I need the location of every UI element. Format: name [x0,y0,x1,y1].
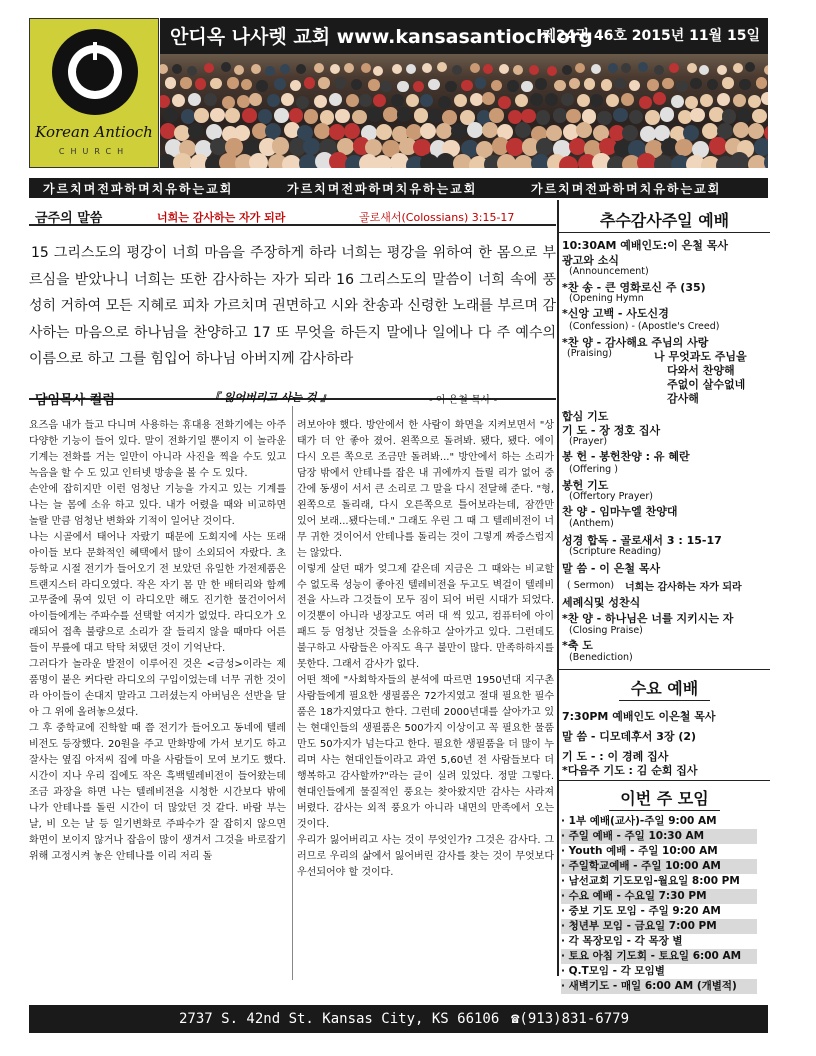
order-item-en: (Opening Hymn [569,293,644,304]
crowd-figure [227,77,239,89]
crowd-figure [529,65,539,75]
crowd-figure [717,93,730,106]
church-address: 2737 S. 42nd St. Kansas City, KS 66106 [179,1011,500,1027]
crowd-figure [420,123,436,139]
crowd-figure [470,93,483,106]
crowd-figure [452,65,462,75]
paragraph: 요즈음 내가 들고 다니며 사용하는 휴대용 전화기에는 아주 다양한 기능이 들어 있다. 말이 전화기일 뿐이지 이 놀라운 기계는 전화를 거는 일만이 아니라 사진을 찍을 수도 있고 녹음을 할 수 도 있고 인터넷 방송을 볼 수 도 있다. [29,420,286,479]
crowd-figure [559,156,578,168]
crowd-figure [530,93,543,106]
crowd-figure [318,77,330,89]
crowd-figure [172,64,182,74]
crowd-figure [614,78,626,90]
crowd-figure [361,63,371,73]
crowd-figure [639,96,652,109]
crowd-figure [745,62,755,72]
crowd-figure [638,62,648,72]
crowd-figure [296,64,306,74]
crowd-figure [187,66,197,76]
paragraph: 우리가 잃어버리고 사는 것이 무엇인가? 그것은 감사다. 그러므로 우리의 삶에서 잃어버린 감사를 찾는 것이 무엇보다 우선되어야 할 것이다. [297,834,554,878]
crowd-figure [406,94,419,107]
crowd-figure [373,66,383,76]
crowd-figure [470,63,480,73]
crowd-figure [561,93,574,106]
crowd-figure [314,123,330,139]
crowd-figure [422,63,432,73]
crowd-figure [669,63,679,73]
column-text-right [297,418,554,881]
header-bar [160,18,768,54]
crowd-figure [296,96,309,109]
meeting-item: · 각 목장모임 - 각 목장 별 [561,935,683,947]
crowd-figure [392,64,402,74]
crowd-figure [613,108,628,123]
crowd-figure [722,77,734,89]
verse-reference: 골로새서(Colossians) 3:15-17 [359,211,515,224]
crowd-figure [575,63,585,73]
order-item: 말 씀 - 이 은철 목사 [562,562,661,575]
crowd-figure [629,80,641,92]
crowd-figure [521,81,533,93]
crowd-figure [647,79,659,91]
crowd-figure [344,63,354,73]
crowd-figure [752,109,767,124]
crowd-figure [265,66,275,76]
crowd-figure [515,122,531,138]
column-author: - 이 은철 목사 - [429,395,498,406]
crowd-figure [414,108,429,123]
wednesday-item: 말 씀 - 디모데후서 3장 (2) [562,730,697,743]
crowd-figure [498,96,511,109]
motto-text: 가르치며전파하며치유하는교회 [43,182,234,196]
crowd-figure [535,78,547,90]
praise-song: 주없이 살수없네 [667,378,746,391]
praise-song: 다와서 찬양해 [667,364,735,377]
crowd-figure [194,108,209,123]
crowd-figure [482,122,498,138]
crowd-figure [545,93,558,106]
meeting-item: · 토요 아침 기도회 - 토요일 6:00 AM [561,949,757,964]
crowd-figure [397,107,412,122]
crowd-figure [489,108,504,123]
crowd-figure [707,79,719,91]
crowd-figure [733,94,746,107]
column-heading: 담임목사 컬럼 [35,393,115,408]
order-item: *축 도 [562,639,593,652]
crowd-figure [282,155,301,168]
crowd-figure [676,81,688,93]
crowd-figure [662,78,674,90]
crowd-figure [737,108,752,123]
crowd-figure [547,66,557,76]
order-item: 세례식및 성찬식 [562,596,641,609]
crowd-figure [391,94,404,107]
congregation-photo [160,54,768,168]
meeting-item: · Q.T모임 - 각 모임별 [561,965,665,977]
crowd-figure [621,63,631,73]
crowd-figure [165,77,177,89]
order-item-en: (Scripture Reading) [569,546,662,557]
crowd-figure [406,64,416,74]
crowd-figure [180,77,192,89]
order-item-en: (Offertory Prayer) [569,491,653,502]
crowd-figure [577,94,590,107]
verse-text: 15 그리스도의 평강이 너희 마음을 주장하게 하라 너희는 평강을 위하여 한 몸으로 부르심을 받았나니 너희는 또한 감사하는 자가 되라 16 그리스도의 말씀이 너희 속에 풍성히 거하여 모든 지혜로 피차 가르치며 권면하고 시와 찬송과 신령한 노래를 부르며 감사하는 마음으로 하나님을 찬양하고 17 또 무엇을 하든지 말에나 일에나 다 주 예수의 이름으로 하고 그를 힘입어 하나님 아버지께 감사하라 [29,245,556,368]
crowd-figure [445,81,457,93]
column-divider [292,406,293,980]
crowd-figure [654,65,664,75]
worship-sidebar [557,200,770,992]
crowd-figure [160,95,170,108]
order-item-en: (Announcement) [569,266,649,277]
meeting-item: · 주일 예배 - 주일 10:30 AM [561,829,757,844]
order-item-en: ( Sermon) [567,580,615,591]
motto-text: 가르치며전파하며치유하는교회 [531,182,722,196]
crowd-figure [645,110,660,125]
crowd-figure [690,108,705,123]
crowd-figure [475,77,487,89]
sunday-heading: 추수감사주일 예배 [599,211,730,230]
crowd-figure [436,123,452,139]
motto-text: 가르치며전파하며치유하는교회 [287,182,478,196]
crowd-figure [536,110,551,125]
order-item: *찬 양 - 감사해요 주님의 사랑 [562,336,709,349]
crowd-figure [764,65,768,75]
order-item-en: (Prayer) [569,436,608,447]
crowd-figure [225,108,240,123]
crowd-figure [467,122,483,138]
order-item: 기 도 - 장 정호 집사 [562,424,661,437]
verse-theme: 너희는 감사하는 자가 되라 [157,211,286,224]
crowd-figure [241,79,253,91]
crowd-figure [376,124,392,140]
crowd-figure [514,155,533,168]
crowd-figure [451,123,467,139]
order-item-en: (Offering ) [569,464,618,475]
paragraph: 어떤 책에 "사회학자들의 분석에 따르면 1950년대 지구촌 사람들에게 필요한 생필품은 72가지였고 절대 필요한 필수품은 18가지였다고 한다. 그런데 2000년대를 살아가고 있는 현대인들의 생필품은 500가지 이상이고 꼭 필요한 물품만도 50가지가 넘는다고 한다. 필요한 생필품을 더 많이 누리며 사는 현대인들이라고 과연 5,60년 전 사람들보다 더 행복하고 감사할까?"라는 글이 실려 있었다. 정말 그렇다. 현대인들에게 물질적인 풍요는 찾아왔지만 감사는 사라져 버렸다. 감사는 외적 풍요가 아니라 내면의 만족에서 오는 것이다. [297,675,554,830]
crowd-figure [739,79,751,91]
crowd-figure [314,63,324,73]
paragraph: 이렇게 살던 때가 엊그제 같은데 지금은 그 때와는 비교할 수 없도록 성능이 좋아진 텔레비전을 두고도 벽걸이 텔레비전을 사느라 그것들이 모두 짐이 되어 버린 시대가 되었다. 이것뿐이 아니라 냉장고도 여러 대 씩 있고, 컴퓨터에 아이패드 등 엄청난 것들을 소유하고 살아가고 있다. 그런데도 불구하고 사람들은 아직도 욕구 불만이 많다. 만족하하지를 못한다. 그래서 감사가 없다. [297,563,554,671]
motto-bar [29,178,768,198]
newsletter-title: 안디옥 나사렛 교회 www.kansasantioch.org [170,26,593,48]
order-item-en: (Anthem) [569,518,614,529]
crowd-figure [675,139,693,157]
meetings-heading: 이번 주 모임 [620,789,709,808]
meeting-item: · 주일학교예배 - 주일 10:00 AM [561,859,757,874]
column-subtitle: 『 잃어버리고 사는 것 』 [209,391,332,404]
sermon-title: 너희는 감사하는 자가 되라 [625,582,742,593]
crowd-figure [629,110,644,125]
crowd-figure [272,137,290,155]
crowd-figure [383,107,398,122]
crowd-figure [281,93,294,106]
crowd-figure [507,80,519,92]
crowd-figure [654,155,673,168]
crowd-figure [761,92,768,105]
column-text-left [29,418,286,865]
crowd-figure [303,138,321,156]
crowd-figure [660,107,675,122]
order-item-en: (Benediction) [569,652,633,663]
logo-name: Korean Antioch [35,123,153,141]
issue-date: 제24권 46호 2015년 11월 15일 [542,28,760,44]
order-item: *찬 송 - 큰 영화로신 주 (35) [562,281,706,294]
order-item: *찬 양 - 하나님은 너를 지키시는 자 [562,612,734,625]
crowd-figure [256,80,268,92]
crowd-figure [204,63,214,73]
crowd-figure [346,94,359,107]
crowd-figure [554,80,566,92]
crowd-figure [188,123,204,139]
crowd-figure [437,62,447,72]
crowd-figure [699,65,709,75]
crowd-figure [733,63,743,73]
crowd-figure [413,81,425,93]
crowd-figure [274,78,286,90]
crowd-figure [597,111,612,126]
meeting-item: · 청년부 모임 - 금요일 7:00 PM [561,919,757,934]
crowd-figure [653,92,666,105]
crowd-figure [722,109,737,124]
crowd-figure [499,64,509,74]
crowd-figure [221,62,231,72]
crowd-figure [163,108,178,123]
main-content [29,200,556,976]
crowd-figure [428,79,440,91]
crowd-figure [601,79,613,91]
crowd-figure [606,94,619,107]
crowd-figure [359,94,372,107]
crowd-figure [335,109,350,124]
order-item: 봉헌 기도 [562,479,609,492]
crowd-figure [756,77,768,89]
church-logo [29,18,159,168]
crowd-figure [397,81,409,93]
crowd-figure [368,79,380,91]
crowd-figure [436,153,455,168]
wednesday-item: 7:30PM 예배인도 이은철 목사 [562,710,716,723]
crowd-figure [671,95,684,108]
crowd-figure [234,65,244,75]
crowd-figure [454,94,467,107]
crowd-figure [569,78,581,90]
crowd-figure [352,110,367,125]
crowd-figure [420,94,433,107]
church-phone: ☎(913)831-6779 [511,1011,630,1027]
crowd-figure [700,94,713,107]
crowd-figure [251,64,261,74]
order-item: 광고와 소식 [562,254,619,267]
crowd-figure [461,80,473,92]
crowd-figure [314,95,327,108]
crowd-figure [482,92,495,105]
crowd-figure [754,138,768,156]
crowd-figure [380,81,392,93]
logo-sub: CHURCH [58,147,130,156]
order-item-en: (Praising) [567,348,612,359]
crowd-figure [210,108,225,123]
crowd-figure [373,94,386,107]
crowd-figure [685,96,698,109]
crowd-figure [590,94,603,107]
footer-bar [29,1005,768,1033]
crowd-figure [553,108,568,123]
order-item-en: (Confession) - (Apostle's Creed) [569,321,720,332]
meeting-item: · 남선교회 기도모임-월요일 8:00 PM [561,875,740,887]
crowd-figure [160,64,168,74]
order-item: 성경 합독 - 골로새서 3 : 15-17 [562,534,722,547]
order-item: 봉 헌 - 봉헌찬양 : 유 혜란 [562,450,690,463]
crowd-figure [730,152,749,168]
praise-song: 감사해 [667,392,699,405]
crowd-figure [428,109,443,124]
crowd-figure [210,78,222,90]
meeting-item: · 중보 기도 모임 - 주일 9:20 AM [561,905,721,917]
crowd-figure [584,78,596,90]
crowd-figure [748,95,761,108]
praise-song: 나 무엇과도 주님을 [654,350,747,363]
crowd-figure [267,94,280,107]
crowd-figure [289,108,304,123]
paragraph: 나는 시골에서 태어나 자랐기 때문에 도회지에 사는 또래 아이들 보다 문화적인 혜택에서 많이 소외되어 자랐다. 초등학교 시절 전기가 들어오기 전 보았던 유일한 가전제품은 트랜지스터 라디오였다. 작은 자기 몸 만 한 배터리와 함께 고무줄에 묶여 있던 이 라디오만 해도 진기한 물건이어서 아이들에게는 주파수를 선택할 여지가 없었다. 라디오가 오래되어 접촉 불량으로 소리가 잘 들리지 않을 때마다 어른들이 무릎에 대고 탁탁 쳐댔던 것이 기억난다. [29,531,286,655]
crowd-figure [521,109,536,124]
crowd-figure [637,153,656,168]
paragraph: 그러다가 놀라운 발전이 이루어진 것은 <금성>이라는 제품명이 붙은 커다란 라디오의 구입이었는데 너무 귀한 것이라 아이들이 손대지 말라고 그러셨는지 아버님은 선반을 달아 그 위에 올려놓으셨다. [29,659,286,719]
crowd-figure [304,77,316,89]
crowd-figure [515,94,528,107]
meeting-item: · 1부 예배(교사)-주일 9:00 AM [561,815,717,827]
crowd-figure [576,122,592,138]
order-item: *신앙 고백 - 사도신경 [562,307,669,320]
meeting-item: · 새벽기도 - 매일 6:00 AM (개별적) [561,979,757,994]
crowd-figure [304,109,319,124]
verse-header [29,204,556,226]
crowd-figure [717,65,727,75]
crowd-figure [566,109,581,124]
order-item: 10:30AM 예배인도:이 은철 목사 [562,239,728,252]
crowd-figure [622,125,638,141]
crowd-figure [204,93,217,106]
crowd-figure [733,122,749,138]
order-item: 찬 양 - 임마누엘 찬양대 [562,505,678,518]
crowd-figure [195,78,207,90]
crowd-figure [690,78,702,90]
crowd-figure [536,138,554,156]
wednesday-item: *다음주 기도 : 김 순회 집사 [562,764,698,777]
crowd-figure [367,107,382,122]
crowd-figure [351,79,363,91]
crowd-figure [237,95,250,108]
crowd-figure [242,108,257,123]
crowd-figure [608,63,618,73]
meeting-item: · 수요 예배 - 수요일 7:30 PM [561,889,757,904]
crowd-figure [483,64,493,74]
crowd-figure [513,65,523,75]
paragraph: 그 후 중학교에 진학할 때 쯤 전기가 들어오고 동네에 텔레비전도 등장했다. 20원을 주고 만화방에 가서 보기도 하고 잘사는 옆집 아저씨 집에 마을 사람들이 모여 보기도 했다. 시간이 지나 우리 집에도 작은 흑백텔레비전이 들어왔는데 조금 과장을 하면 나는 텔레비전을 시청한 시간보다 밖에 나가 안테나를 돌린 시간이 더 많았던 것 같다. 바람 부는 날, 비 오는 날 등 일기변화로 주파수가 잘 잡히지 않으면 화면이 보이지 않거나 잡음이 많이 생겨서 그것을 바로잡기 위해 고정시켜 놓은 안테나를 이리 저리 돌 [29,723,286,862]
crowd-figure [188,93,201,106]
order-item-en: (Closing Praise) [569,625,643,636]
order-item: 합심 기도 [562,410,609,423]
crowd-figure [274,108,289,123]
meeting-item: · Youth 예배 - 주일 10:00 AM [561,845,718,857]
paragraph: 손안에 잡히지만 이런 엄청난 기능을 가지고 있는 기계를 나는 늘 몸에 소유 하고 있다. 내가 어렸을 때와 비교하면 놀랄 만큼 엄청난 변화와 기적이 일어난 것이다. [29,483,286,527]
wednesday-heading: 수요 예배 [630,679,699,698]
crowd-figure [330,64,340,74]
crowd-figure [290,80,302,92]
crowd-figure [280,64,290,74]
crowd-figure [222,96,235,109]
crowd-figure [491,80,503,92]
crowd-figure [438,96,451,109]
crowd-figure [562,65,572,75]
crowd-figure [181,109,196,124]
paragraph: 려보아야 했다. 방안에서 한 사람이 화면을 지켜보면서 "상태가 더 안 좋아 졌어. 왼쪽으로 돌려봐. 됐다, 됐다. 에이 다시 오른 쪽으로 조금만 돌려봐..." 방안에서 하는 소리가 담장 밖에서 안테나를 잡은 내 귀에까지 들릴 리가 없어 중간에 동생이 서서 큰 소리로 그 말을 다시 전달해 준다. "형, 왼쪽으로 돌리래, 다시 오른쪽으로 틀어보라는데, 잠깐만 있어 보래...됐다는데." 그래도 우린 그 때 그 텔레비전이 너무 귀한 것이어서 안테나를 돌리는 것이 그렇게 짜증스럽지는 않았다. [297,420,554,559]
crowd-figure [172,94,185,107]
crowd-figure [249,153,268,168]
crowd-figure [687,63,697,73]
crowd-figure [249,93,262,106]
verse-heading: 금주의 말씀 [35,211,103,226]
wednesday-item: 기 도 - : 이 경례 집사 [562,750,669,763]
crowd-figure [621,93,634,106]
crowd-figure [329,93,342,106]
crowd-figure [591,64,601,74]
crowd-figure [258,109,273,124]
crowd-figure [335,77,347,89]
crowd-figure [748,123,764,139]
